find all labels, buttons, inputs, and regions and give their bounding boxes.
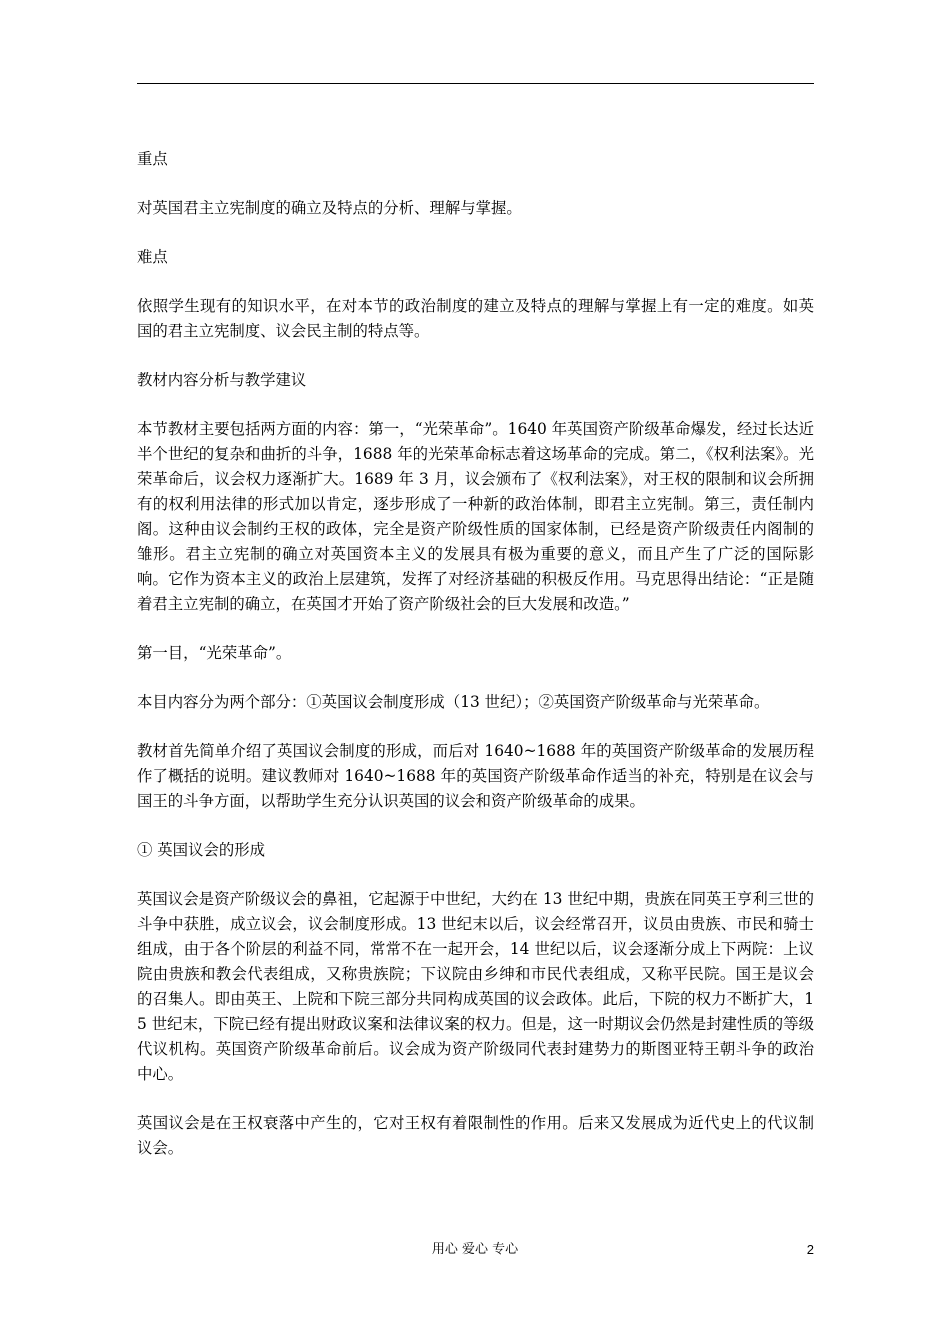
heading-teaching-analysis: 教材内容分析与教学建议 [137,371,307,389]
paragraph-key-points: 对英国君主立宪制度的确立及特点的分析、理解与掌握。 [137,199,522,217]
paragraph-textbook-intro: 教材首先简单介绍了英国议会制度的形成，而后对 1640~1688 年的英国资产阶级革命的发展历程作了概括的说明。建议教师对 1640~1688 年的英国资产阶级革命作适当的补充，特别是在议会与国王的斗争方面，以帮助学生充分认识英国的议会和资产阶级革命的成果。 [137,742,814,810]
paragraph-difficulties: 依照学生现有的知识水平，在对本节的政治制度的建立及特点的理解与掌握上有一定的难度。如英国的君主立宪制度、议会民主制的特点等。 [137,297,814,340]
paragraph-parliament-role: 英国议会是在王权衰落中产生的，它对王权有着限制性的作用。后来又发展成为近代史上的代议制议会。 [137,1114,814,1157]
document-body [137,147,814,1185]
paragraph-teaching-analysis: 本节教材主要包括两方面的内容：第一，“光荣革命”。1640 年英国资产阶级革命爆发，经过长达近半个世纪的复杂和曲折的斗争，1688 年的光荣革命标志着这场革命的完成。第二，《权利法案》。光荣革命后，议会权力逐渐扩大。1689 年 3 月，议会颁布了《权利法案》，对王权的限制和议会所拥有的权利用法律的形式加以肯定，逐步形成了一种新的政治体制，即君主立宪制。第三，责任制内阁。这种由议会制约王权的政体，完全是资产阶级性质的国家体制，已经是资产阶级责任内阁制的雏形。君主立宪制的确立对英国资本主义的发展具有极为重要的意义，而且产生了广泛的国际影响。它作为资本主义的政治上层建筑，发挥了对经济基础的积极反作用。马克思得出结论：“正是随着君主立宪制的确立，在英国才开始了资产阶级社会的巨大发展和改造。” [137,420,814,613]
heading-key-points: 重点 [137,150,168,168]
paragraph-section-parts: 本目内容分为两个部分：①英国议会制度形成（13 世纪）；②英国资产阶级革命与光荣革命。 [137,693,770,711]
heading-difficulties: 难点 [137,248,168,266]
paragraph-parliament-history: 英国议会是资产阶级议会的鼻祖，它起源于中世纪，大约在 13 世纪中期，贵族在同英王亨利三世的斗争中获胜，成立议会，议会制度形成。13 世纪末以后，议会经常召开，议员由贵族、市民和骑士组成，由于各个阶层的利益不同，常常不在一起开会，14 世纪以后，议会逐渐分成上下两院：上议院由贵族和教会代表组成，又称贵族院；下议院由乡绅和市民代表组成，又称平民院。国王是议会的召集人。即由英王、上院和下院三部分共同构成英国的议会政体。此后，下院的权力不断扩大，15 世纪末，下院已经有提出财政议案和法律议案的权力。但是，这一时期议会仍然是封建性质的等级代议机构。英国资产阶级革命前后。议会成为资产阶级同代表封建势力的斯图亚特王朝斗争的政治中心。 [137,890,814,1083]
footer-motto: 用心 爱心 专心 [431,1242,519,1257]
page-number: 2 [806,1242,814,1257]
header-rule [137,83,814,84]
heading-parliament-formation: ① 英国议会的形成 [137,841,266,859]
heading-section-one: 第一目，“光荣革命”。 [137,644,292,662]
